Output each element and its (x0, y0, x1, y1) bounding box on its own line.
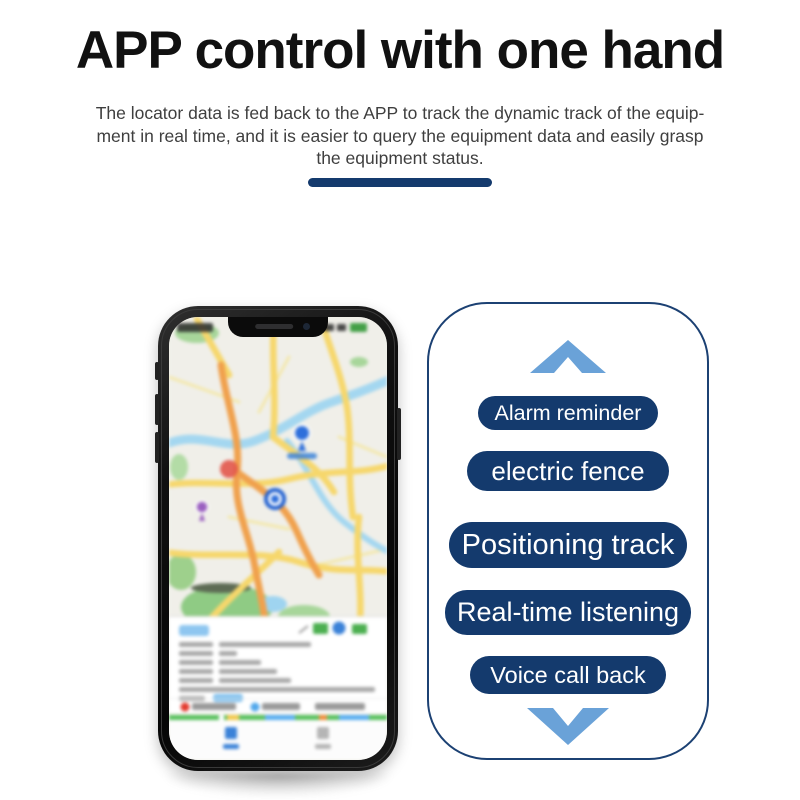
page-subtitle (0, 102, 800, 170)
phone-notch (228, 317, 328, 337)
subtitle-line-1: The locator data is fed back to the APP to track the dynamic track of the equip- (95, 103, 705, 123)
phone-reflection (166, 773, 390, 797)
feature-pill-voice-call-back[interactable]: Voice call back (470, 656, 665, 694)
bottom-nav-item-inactive (315, 727, 331, 749)
mute-switch (155, 362, 159, 380)
map-app-screenshot (169, 317, 387, 760)
feature-pill-positioning-track[interactable]: Positioning track (449, 522, 688, 568)
front-camera-dot (303, 323, 310, 330)
feature-pill-electric-fence[interactable]: electric fence (467, 451, 668, 491)
feature-panel (427, 302, 709, 760)
chevron-down-icon[interactable] (527, 708, 609, 745)
subtitle-line-2: ment in real time, and it is easier to query the equipment data and easily grasp (96, 125, 704, 146)
page-title: APP control with one hand (75, 21, 725, 80)
subtitle-line-3: the equipment status. (316, 148, 484, 168)
chevron-up-icon[interactable] (530, 340, 606, 374)
speaker-slot (255, 324, 293, 329)
power-button (397, 408, 401, 460)
feature-pill-real-time-listening[interactable]: Real-time listening (445, 590, 691, 635)
volume-up-button (155, 394, 159, 425)
phone-screen (169, 317, 387, 760)
volume-down-button (155, 432, 159, 463)
feature-pill-alarm-reminder[interactable]: Alarm reminder (478, 396, 659, 430)
phone-mockup (158, 306, 398, 771)
divider-bar (308, 178, 492, 187)
map-location-dot (264, 488, 286, 510)
bottom-nav-item-active (223, 727, 239, 749)
